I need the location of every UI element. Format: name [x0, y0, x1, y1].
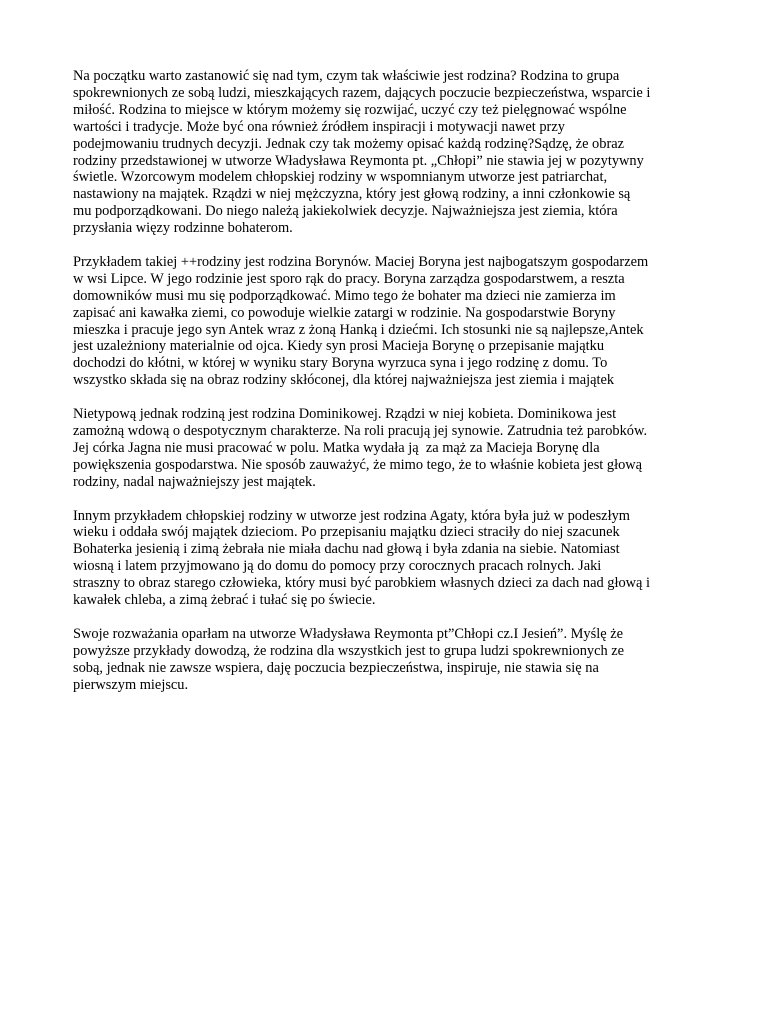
- text-line: jest uzależniony materialnie od ojca. Kiedy syn prosi Macieja Borynę o przepisanie majątku: [73, 338, 605, 355]
- text-line: zapisać ani kawałka ziemi, co powoduje wielkie zatargi w rodzinie. Na gospodarstwie Boryny: [73, 304, 616, 321]
- text-line: sobą, jednak nie zawsze wspiera, daję poczucia bezpieczeństwa, inspiruje, nie stawia się na: [73, 659, 599, 676]
- text-line: Bohaterka jesienią i zimą żebrała nie miała dachu nad głową i była zdania na siebie. Natomiast: [73, 541, 620, 558]
- paragraph-conclusion: [73, 626, 698, 694]
- text-line: mu podporządkowani. Do niego należą jakiekolwiek decyzje. Najważniejsza jest ziemia, która: [73, 203, 618, 220]
- text-line: przysłania więzy rodzinne bohaterom.: [73, 220, 293, 237]
- text-line: nastawiony na majątek. Rządzi w niej mężczyzna, który jest głową rodziny, a inni członkowie są: [73, 186, 631, 203]
- text-line: dochodzi do kłótni, w której w wyniku stary Boryna wyrzuca syna i jego rodzinę z domu. To: [73, 355, 608, 372]
- text-line: wiosną i latem przyjmowano ją do domu do pomocy przy corocznych pracach rolnych. Jaki: [73, 558, 602, 575]
- text-line: Innym przykładem chłopskiej rodziny w utworze jest rodzina Agaty, która była już w podeszłym: [73, 507, 630, 524]
- paragraph-dominikowa: [73, 406, 698, 491]
- text-line: straszny to obraz starego człowieka, który musi być parobkiem własnych dzieci za dach nad głową i: [73, 575, 651, 592]
- text-line: Przykładem takiej ++rodziny jest rodzina Borynów. Maciej Boryna jest najbogatszym gospodarzem: [73, 253, 649, 270]
- text-line: powiększenia gospodarstwa. Nie sposób zauważyć, że mimo tego, że to właśnie kobieta jest głową: [73, 456, 643, 473]
- text-line: spokrewnionych ze sobą ludzi, mieszkających razem, dających poczucie bezpieczeństwa, wsparcie i: [73, 84, 651, 101]
- text-line: wartości i tradycje. Może być ona również źródłem inspiracji i motywacji nawet przy: [73, 118, 565, 135]
- text-line: domowników musi mu się podporządkować. Mimo tego że bohater ma dzieci nie zamierza im: [73, 287, 616, 304]
- text-line: podejmowaniu trudnych decyzji. Jednak czy tak możemy opisać każdą rodzinę?Sądzę, że obraz: [73, 135, 625, 152]
- text-line: wszystko składa się na obraz rodziny skłóconej, dla której najważniejsza jest ziemia i majątek: [73, 372, 615, 389]
- text-line: Na początku warto zastanowić się nad tym, czym tak właściwie jest rodzina? Rodzina to grupa: [73, 68, 620, 84]
- document-page: [73, 68, 698, 710]
- text-line: zamożną wdową o despotycznym charakterze. Na roli pracują jej synowie. Zatrudnia też parobków.: [73, 423, 648, 439]
- text-line: w wsi Lipce. W jego rodzinie jest sporo rąk do pracy. Boryna zarządza gospodarstwem, a reszta: [73, 270, 625, 287]
- paragraph-borynowie: [73, 254, 698, 389]
- text-line: wieku i oddała swój majątek dzieciom. Po przepisaniu majątku dzieci straciły do niej szacunek: [73, 524, 620, 541]
- text-line: Nietypową jednak rodziną jest rodzina Dominikowej. Rządzi w niej kobieta. Dominikowa jest: [73, 406, 617, 423]
- paragraph-intro: [73, 68, 698, 237]
- text-line: Jej córka Jagna nie musi pracować w polu. Matka wydała ją za mąż za Macieja Borynę dla: [73, 439, 600, 456]
- text-line: kawałek chleba, a zimą żebrać i tułać się po świecie.: [73, 592, 376, 609]
- text-line: powyższe przykłady dowodzą, że rodzina dla wszystkich jest to grupa ludzi spokrewnionych ze: [73, 642, 625, 659]
- text-line: mieszka i pracuje jego syn Antek wraz z żoną Hanką i dziećmi. Ich stosunki nie są najlepsze,Antek: [73, 321, 644, 338]
- text-line: rodziny przedstawionej w utworze Władysława Reymonta pt. „Chłopi” nie stawia jej w pozytywny: [73, 152, 644, 169]
- text-line: miłość. Rodzina to miejsce w którym możemy się rozwijać, uczyć czy też pielęgnować wspólne: [73, 101, 627, 118]
- paragraph-agata: [73, 508, 698, 609]
- text-line: Swoje rozważania oparłam na utworze Władysława Reymonta pt”Chłopi cz.I Jesień”. Myślę że: [73, 625, 623, 642]
- text-line: rodziny, nadal najważniejszy jest majątek.: [73, 473, 316, 490]
- text-line: pierwszym miejscu.: [73, 676, 189, 693]
- text-line: świetle. Wzorcowym modelem chłopskiej rodziny w wspomnianym utworze jest patriarchat,: [73, 169, 608, 186]
